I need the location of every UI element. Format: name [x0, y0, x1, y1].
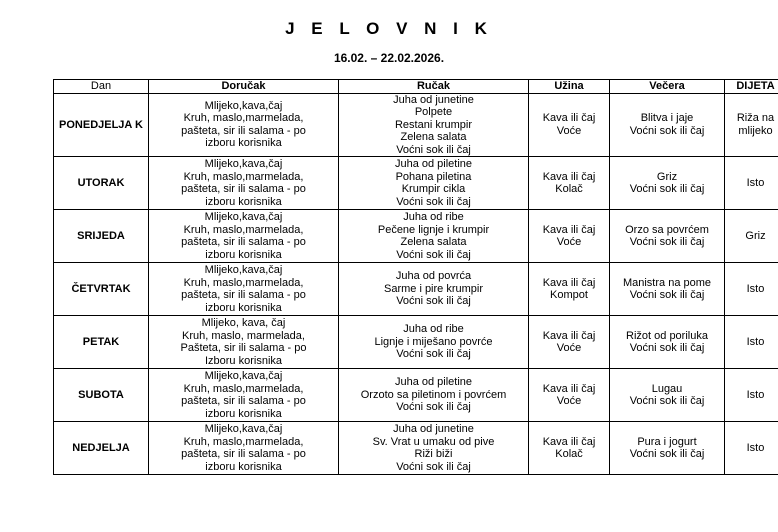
day-cell: PETAK	[54, 316, 149, 369]
dinner-cell	[610, 157, 725, 210]
cell-line: Zelena salata	[400, 236, 467, 248]
diet-cell	[725, 93, 778, 157]
cell-line: Sv. Vrat u umaku od pive	[372, 435, 495, 448]
table-row	[54, 210, 778, 263]
cell-line: Isto	[746, 335, 765, 348]
cell-line: Riži biži	[414, 448, 453, 460]
cell-line: izboru korisnika	[205, 248, 282, 261]
cell-line: Voćni sok ili čaj	[396, 295, 471, 308]
cell-line: Orzo sa povrćem	[625, 223, 709, 236]
snack-cell	[529, 369, 610, 422]
cell-line: Juha od ribe	[403, 323, 464, 336]
diet-cell	[725, 422, 778, 475]
cell-line: Isto	[746, 282, 765, 295]
cell-line: Kava ili čaj	[542, 382, 596, 395]
cell-line: Voćni sok ili čaj	[396, 401, 471, 414]
snack-cell	[529, 93, 610, 157]
lunch-cell	[339, 157, 529, 210]
cell-line: Isto	[746, 441, 765, 454]
cell-line: Kruh, maslo,marmelada,	[183, 170, 304, 183]
cell-line: Voćni sok ili čaj	[629, 448, 705, 460]
snack-cell	[529, 263, 610, 316]
cell-line: Krumpir cikla	[401, 183, 466, 195]
cell-line: Voćni sok ili čaj	[396, 460, 471, 473]
cell-line: Kruh, maslo, marmelada,	[182, 329, 305, 342]
snack-cell	[529, 157, 610, 210]
cell-line: Voćni sok ili čaj	[396, 248, 471, 261]
cell-line: Kompot	[550, 289, 588, 301]
cell-line: Isto	[746, 388, 765, 401]
cell-line: Voćni sok ili čaj	[396, 195, 471, 208]
cell-line: Riža na	[736, 112, 775, 125]
cell-line: Voćni sok ili čaj	[629, 289, 705, 301]
dinner-cell	[610, 422, 725, 475]
lunch-cell	[339, 263, 529, 316]
dinner-cell	[610, 369, 725, 422]
cell-line: Kruh, maslo,marmelada,	[183, 382, 304, 395]
cell-line: pašteta, sir ili salama - po	[181, 395, 306, 407]
cell-line: Griz	[745, 229, 766, 242]
header-day: Dan	[54, 80, 149, 94]
breakfast-cell	[149, 263, 339, 316]
header-dinner: Večera	[610, 80, 725, 94]
cell-line: Juha od ribe	[403, 211, 464, 223]
breakfast-cell	[149, 316, 339, 369]
day-cell: NEDJELJA	[54, 422, 149, 475]
day-cell: PONEDJELJA K	[54, 93, 149, 157]
diet-cell	[725, 210, 778, 263]
cell-line: Mlijeko,kava,čaj	[204, 211, 283, 223]
table-row	[54, 422, 778, 475]
dinner-cell	[610, 263, 725, 316]
diet-cell	[725, 369, 778, 422]
table-row	[54, 263, 778, 316]
diet-cell	[725, 316, 778, 369]
day-cell: ČETVRTAK	[54, 263, 149, 316]
cell-line: pašteta, sir ili salama - po	[181, 289, 306, 301]
cell-line: Restani krumpir	[394, 118, 473, 131]
cell-line: Zelena salata	[400, 131, 467, 143]
lunch-cell	[339, 369, 529, 422]
dinner-cell	[610, 316, 725, 369]
cell-line: izboru korisnika	[205, 195, 282, 208]
cell-line: Izboru korisnika	[204, 354, 283, 367]
snack-cell	[529, 210, 610, 263]
cell-line: Juha od piletine	[394, 376, 473, 389]
lunch-cell	[339, 422, 529, 475]
table-row	[54, 157, 778, 210]
cell-line: Blitva i jaje	[640, 112, 694, 125]
cell-line: Voće	[556, 236, 582, 248]
cell-line: Pašteta, sir ili salama - po	[180, 342, 307, 354]
cell-line: Lignje i miješano povrće	[374, 335, 493, 348]
diet-cell	[725, 263, 778, 316]
snack-cell	[529, 422, 610, 475]
header-breakfast: Doručak	[149, 80, 339, 94]
cell-line: Juha od junetine	[393, 423, 474, 435]
cell-line: Voćni sok ili čaj	[629, 124, 705, 137]
cell-line: Mlijeko,kava,čaj	[204, 423, 283, 435]
cell-line: Voćni sok ili čaj	[396, 143, 471, 156]
table-row	[54, 93, 778, 157]
cell-line: izboru korisnika	[205, 137, 282, 150]
cell-line: Polpete	[414, 106, 453, 118]
cell-line: Kruh, maslo,marmelada,	[183, 112, 304, 125]
breakfast-cell	[149, 157, 339, 210]
cell-line: pašteta, sir ili salama - po	[181, 448, 306, 460]
dinner-cell	[610, 210, 725, 263]
cell-line: Kava ili čaj	[542, 223, 596, 236]
cell-line: Voćni sok ili čaj	[629, 342, 705, 354]
cell-line: Pohana piletina	[395, 170, 472, 183]
cell-line: Mlijeko,kava,čaj	[204, 99, 283, 112]
breakfast-cell	[149, 422, 339, 475]
cell-line: izboru korisnika	[205, 301, 282, 314]
table-row	[54, 369, 778, 422]
cell-line: Kolač	[555, 183, 583, 195]
header-lunch: Ručak	[339, 80, 529, 94]
breakfast-cell	[149, 93, 339, 157]
cell-line: Orzoto sa piletinom i povrćem	[360, 388, 507, 401]
cell-line: Pura i jogurt	[637, 435, 697, 448]
cell-line: Voćni sok ili čaj	[629, 236, 705, 248]
cell-line: Kolač	[555, 448, 583, 460]
cell-line: Juha od junetine	[393, 93, 474, 106]
cell-line: Kava ili čaj	[542, 329, 596, 342]
cell-line: Kava ili čaj	[542, 435, 596, 448]
dinner-cell	[610, 93, 725, 157]
cell-line: Lugau	[651, 382, 683, 395]
cell-line: Mlijeko,kava,čaj	[204, 158, 283, 170]
date-range: 16.02. – 22.02.2026.	[333, 51, 445, 65]
lunch-cell	[339, 93, 529, 157]
cell-line: Voćni sok ili čaj	[629, 395, 705, 407]
cell-line: Voćni sok ili čaj	[396, 348, 471, 361]
snack-cell	[529, 316, 610, 369]
cell-line: pašteta, sir ili salama - po	[181, 124, 306, 137]
cell-line: izboru korisnika	[205, 460, 282, 473]
diet-cell	[725, 157, 778, 210]
page-title: J E L O V N I K	[285, 19, 493, 38]
cell-line: Kruh, maslo,marmelada,	[183, 223, 304, 236]
table-row	[54, 316, 778, 369]
cell-line: Kava ili čaj	[542, 170, 596, 183]
cell-line: Griz	[656, 170, 678, 183]
cell-line: Kava ili čaj	[542, 276, 596, 289]
cell-line: Mlijeko,kava,čaj	[204, 264, 283, 276]
header-row	[54, 80, 778, 94]
cell-line: Mlijeko,kava,čaj	[204, 370, 283, 382]
cell-line: Kava ili čaj	[542, 112, 596, 125]
cell-line: Manistra na pome	[622, 276, 712, 289]
cell-line: pašteta, sir ili salama - po	[181, 236, 306, 248]
cell-line: Juha od povrća	[395, 270, 472, 283]
header-diet: DIJETA	[725, 80, 778, 94]
cell-line: Mlijeko, kava, čaj	[201, 317, 286, 329]
cell-line: Isto	[746, 176, 765, 189]
cell-line: Rižot od poriluka	[626, 329, 708, 342]
header-snack: Užina	[529, 80, 610, 94]
cell-line: Voćni sok ili čaj	[629, 183, 705, 195]
cell-line: Kruh, maslo,marmelada,	[183, 435, 304, 448]
cell-line: Voće	[556, 124, 582, 137]
cell-line: pašteta, sir ili salama - po	[181, 183, 306, 195]
lunch-cell	[339, 210, 529, 263]
menu-table	[53, 79, 778, 475]
day-cell: UTORAK	[54, 157, 149, 210]
day-cell: SRIJEDA	[54, 210, 149, 263]
breakfast-cell	[149, 369, 339, 422]
lunch-cell	[339, 316, 529, 369]
cell-line: Sarme i pire krumpir	[383, 282, 484, 295]
cell-line: Voće	[556, 342, 582, 354]
menu-body	[54, 93, 778, 475]
cell-line: izboru korisnika	[205, 407, 282, 420]
cell-line: Voće	[556, 395, 582, 407]
cell-line: Pečene lignje i krumpir	[377, 223, 490, 236]
day-cell: SUBOTA	[54, 369, 149, 422]
breakfast-cell	[149, 210, 339, 263]
cell-line: Juha od piletine	[394, 158, 473, 170]
cell-line: Kruh, maslo,marmelada,	[183, 276, 304, 289]
cell-line: mlijeko	[738, 124, 773, 137]
